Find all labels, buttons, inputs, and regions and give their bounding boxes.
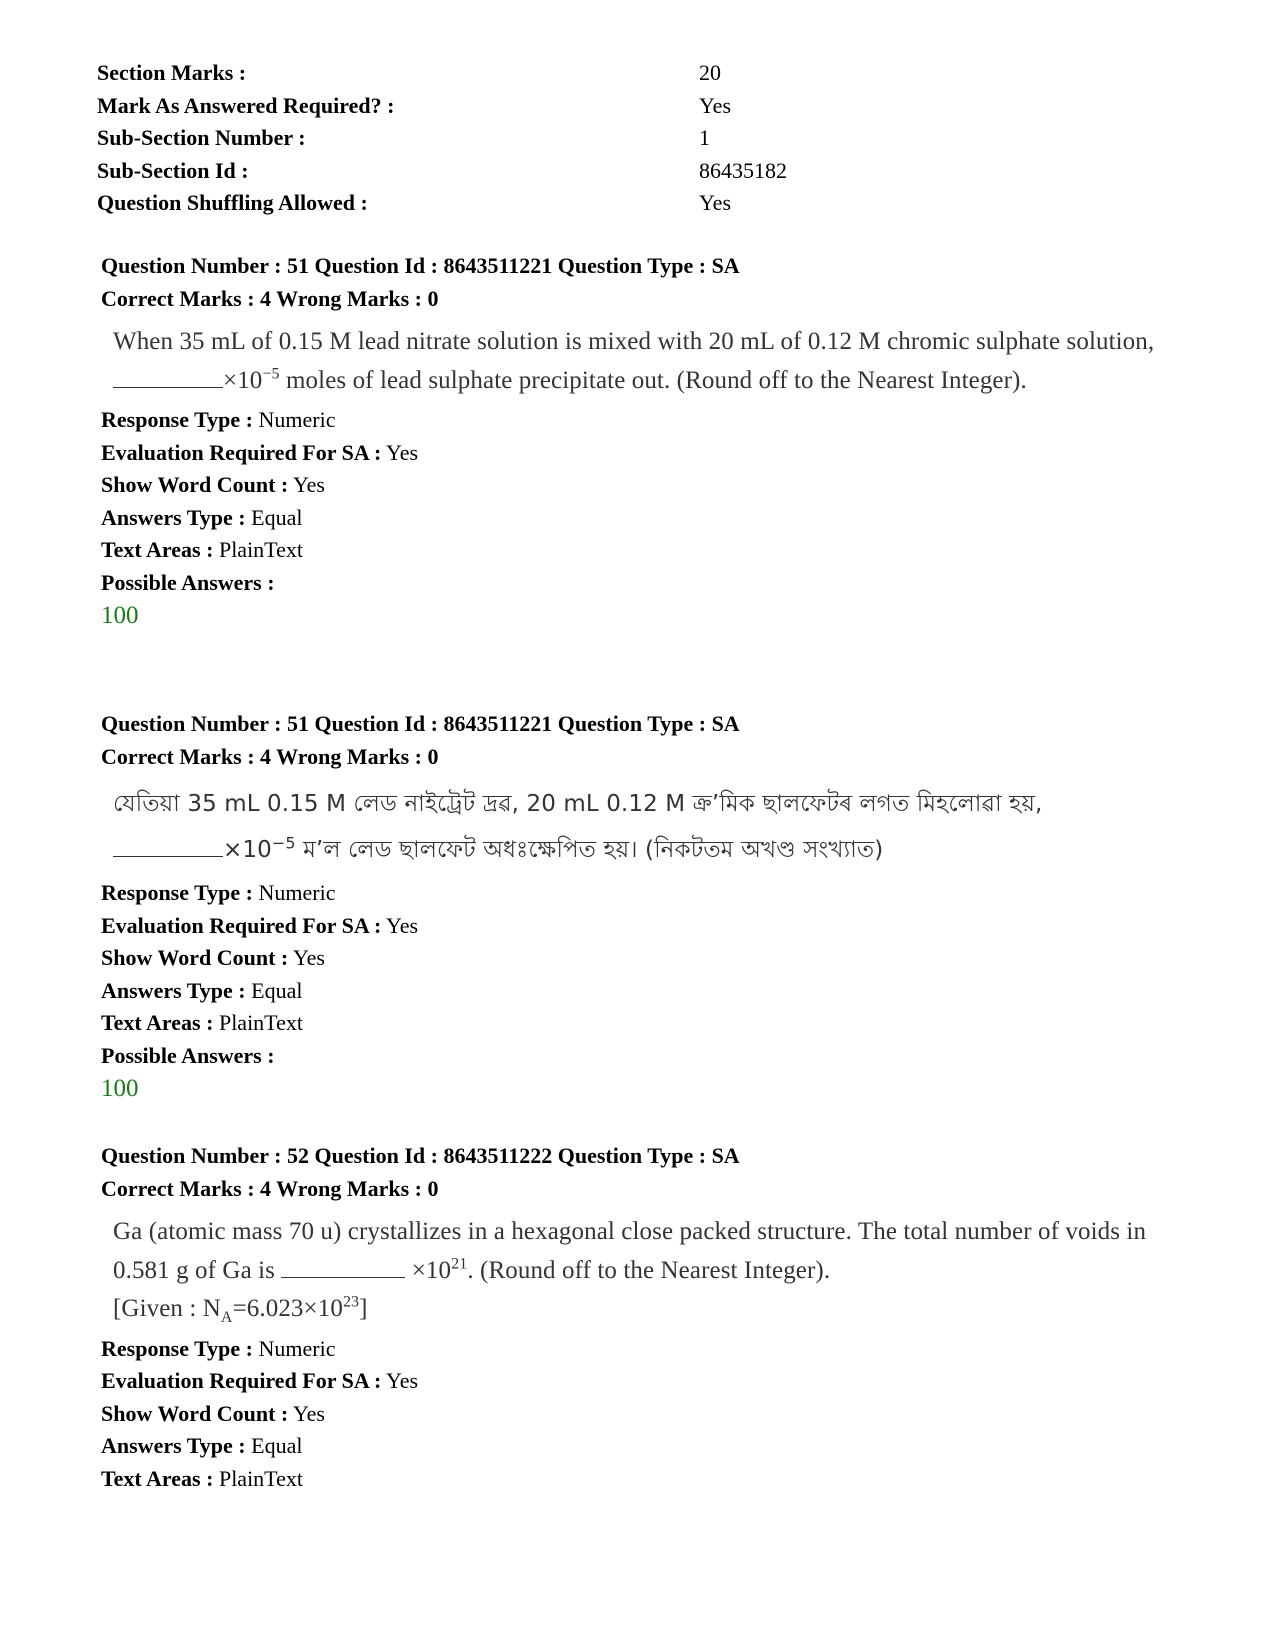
meta-label: Possible Answers : [101, 569, 275, 595]
possible-answer: 100 [101, 1075, 139, 1102]
meta-label: Answers Type : [101, 977, 246, 1003]
meta-label: Show Word Count : [101, 472, 289, 497]
meta-value: PlainText [218, 1465, 303, 1491]
meta-label: Possible Answers : [101, 1042, 275, 1068]
meta-value: Yes [292, 945, 325, 970]
info-value: 86435182 [699, 157, 787, 183]
question-text [113, 1213, 1201, 1329]
possible-answer: 100 [101, 602, 139, 629]
info-value: 20 [699, 60, 721, 86]
answer-blank [113, 367, 223, 388]
question-header: Question Number : 51 Question Id : 8643511221 Question Type : SA [101, 711, 740, 736]
question-text [113, 323, 1201, 400]
response-type-row [101, 877, 1201, 910]
meta-value: Yes [386, 912, 419, 938]
meta-label: Evaluation Required For SA : [101, 1368, 382, 1393]
question-text-pre: Ga (atomic mass 70 u) crystallizes in a hexagonal close packed structure. The total number of voids in 0.581 g of Ga is [113, 1218, 1147, 1284]
response-type-row [101, 1333, 1201, 1366]
info-label: Sub-Section Id : [97, 157, 249, 183]
given-mid: =6.023×10 [232, 1295, 343, 1322]
section-marks-row [97, 57, 897, 90]
exponent: 21 [451, 1255, 468, 1273]
meta-label: Evaluation Required For SA : [101, 912, 382, 938]
meta-label: Evaluation Required For SA : [101, 439, 382, 465]
meta-label: Show Word Count : [101, 945, 289, 970]
times-ten: ×10 [223, 837, 272, 863]
question-block [101, 250, 1201, 633]
info-value: 1 [699, 125, 710, 151]
meta-value: Yes [386, 439, 419, 465]
question-text-post: moles of lead sulphate precipitate out. (Round off to the Nearest Integer). [286, 366, 1027, 394]
meta-value: Yes [292, 1400, 325, 1426]
answer-blank [113, 836, 223, 857]
times-ten: ×10 [411, 1256, 452, 1284]
answer-blank [281, 1257, 405, 1278]
info-value: Yes [699, 92, 732, 118]
meta-value: Equal [251, 977, 303, 1003]
meta-value: Numeric [258, 880, 336, 905]
meta-label: Response Type : [101, 880, 253, 905]
question-block [101, 708, 1201, 1106]
meta-value: PlainText [218, 537, 303, 562]
times-ten: ×10 [223, 366, 263, 394]
question-block [101, 1140, 1201, 1495]
possible-answers-row [101, 567, 1201, 600]
given-pre: [Given : N [113, 1295, 221, 1322]
exponent: −5 [262, 365, 280, 383]
evaluation-row [101, 1365, 1201, 1398]
question-header: Question Number : 52 Question Id : 8643511222 Question Type : SA [101, 1143, 740, 1168]
evaluation-row [101, 437, 1201, 470]
answers-type-row [101, 975, 1201, 1008]
info-label: Mark As Answered Required? : [97, 92, 395, 118]
meta-label: Answers Type : [101, 1433, 246, 1458]
question-text-post: ম’ল লেড ছালফেট অধঃক্ষেপিত হয়। (নিকটতম অখণ্ড সংখ্যাত) [303, 837, 884, 863]
info-value: Yes [699, 190, 732, 216]
exponent: −5 [271, 833, 296, 853]
meta-value: Equal [251, 1433, 303, 1458]
evaluation-row [101, 910, 1201, 943]
question-text-post: . (Round off to the Nearest Integer). [467, 1256, 831, 1284]
shuffling-row [97, 187, 897, 220]
info-label: Question Shuffling Allowed : [97, 190, 368, 216]
meta-value: Yes [386, 1368, 419, 1393]
sub-section-number-row [97, 122, 897, 155]
meta-label: Response Type : [101, 1335, 253, 1361]
meta-value: Yes [292, 472, 325, 497]
meta-label: Text Areas : [101, 1465, 214, 1491]
meta-value: PlainText [218, 1010, 303, 1035]
meta-value: Equal [251, 504, 303, 530]
possible-answers-row [101, 1040, 1201, 1073]
text-areas-row [101, 1463, 1201, 1496]
text-areas-row [101, 534, 1201, 567]
question-text-pre: যেতিয়া 35 mL 0.15 M লেড নাইট্ৰেট দ্ৰৱ, 20 mL 0.12 M ক্ৰ’মিক ছালফেটৰ লগত মিহলোৱা হয়, [113, 791, 1043, 817]
answers-type-row [101, 502, 1201, 535]
info-label: Sub-Section Number : [97, 125, 306, 151]
meta-value: Numeric [258, 1335, 336, 1361]
meta-label: Response Type : [101, 407, 253, 432]
word-count-row [101, 1398, 1201, 1431]
given-post: ] [359, 1295, 368, 1322]
question-marks: Correct Marks : 4 Wrong Marks : 0 [101, 743, 439, 769]
meta-value: Numeric [258, 407, 336, 432]
exponent: 23 [342, 1293, 360, 1311]
question-marks: Correct Marks : 4 Wrong Marks : 0 [101, 285, 439, 311]
word-count-row [101, 469, 1201, 502]
word-count-row [101, 942, 1201, 975]
answers-type-row [101, 1430, 1201, 1463]
meta-label: Text Areas : [101, 537, 214, 562]
mark-answered-row [97, 90, 897, 123]
meta-label: Show Word Count : [101, 1400, 289, 1426]
question-text [113, 781, 1201, 873]
question-marks: Correct Marks : 4 Wrong Marks : 0 [101, 1175, 439, 1201]
subscript: A [220, 1309, 233, 1326]
response-type-row [101, 404, 1201, 437]
given-text [113, 1293, 368, 1326]
sub-section-id-row [97, 155, 897, 188]
question-header: Question Number : 51 Question Id : 8643511221 Question Type : SA [101, 253, 740, 278]
meta-label: Answers Type : [101, 504, 246, 530]
info-label: Section Marks : [97, 60, 247, 86]
meta-label: Text Areas : [101, 1010, 214, 1035]
question-text-pre: When 35 mL of 0.15 M lead nitrate solution is mixed with 20 mL of 0.12 M chromic sulphate solution, [113, 328, 1155, 355]
text-areas-row [101, 1007, 1201, 1040]
section-info [97, 57, 897, 220]
